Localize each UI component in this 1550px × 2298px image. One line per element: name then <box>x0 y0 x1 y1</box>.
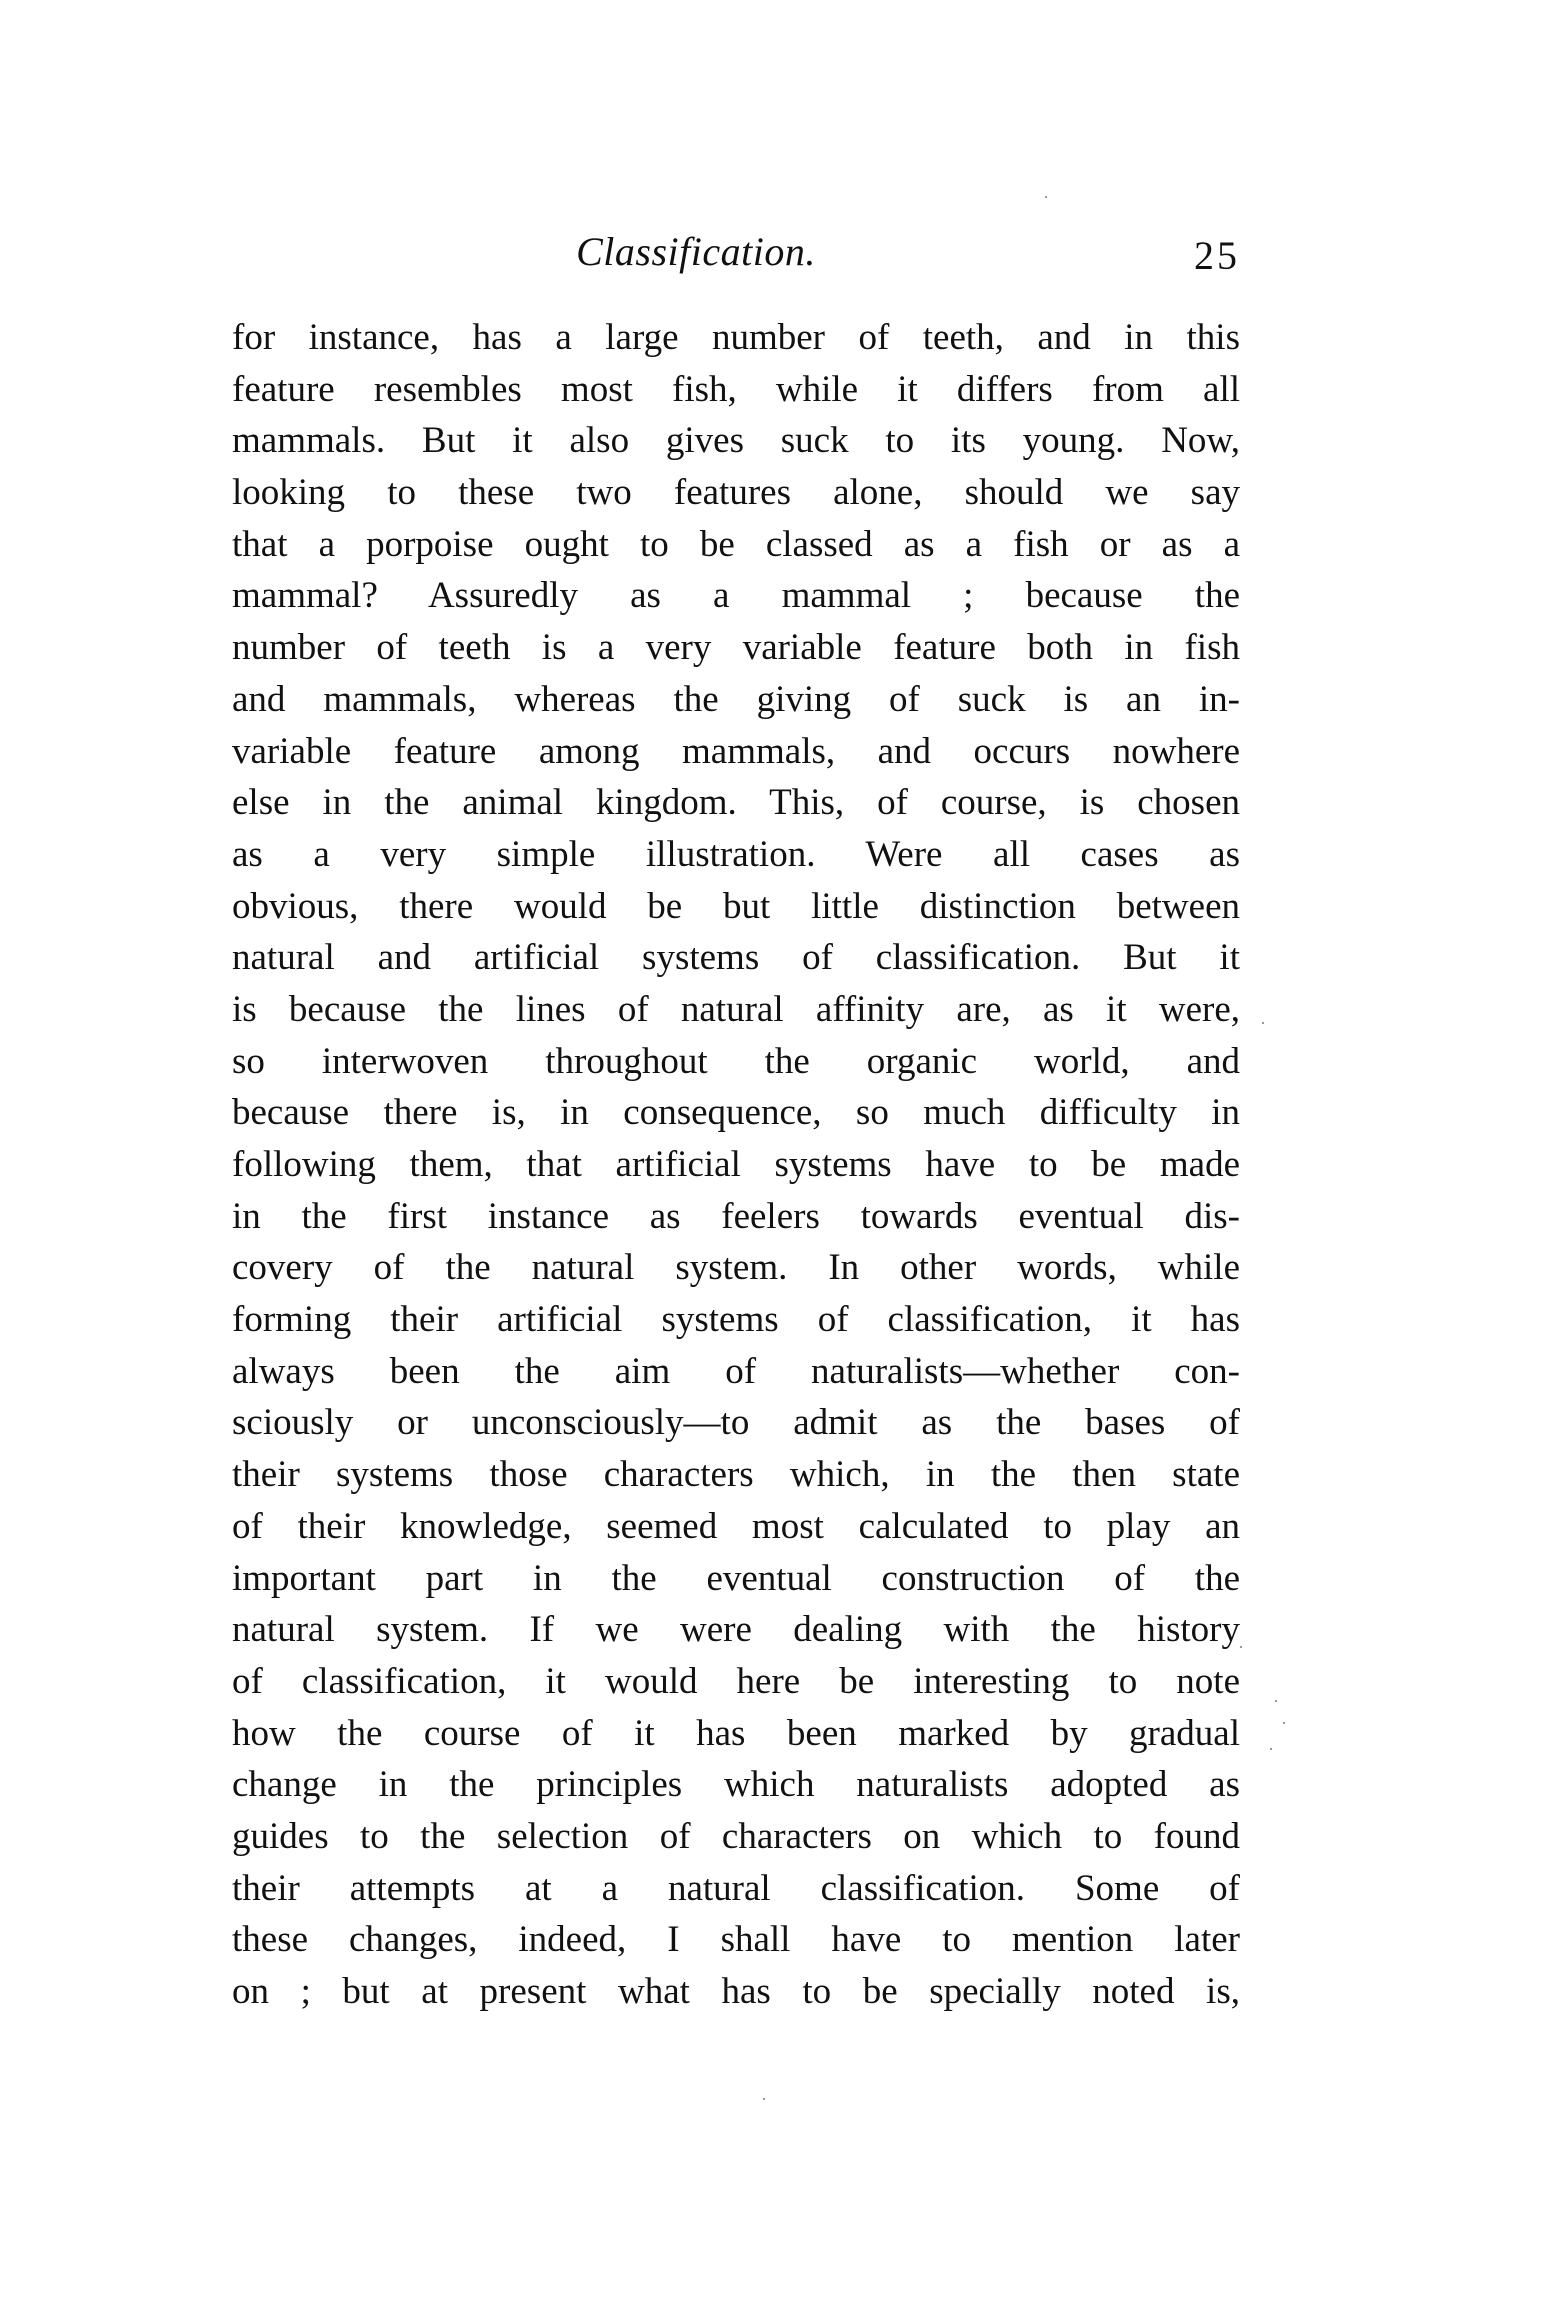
text-line: following them, that artificial systems have to be made <box>232 1144 1240 1185</box>
text-line: for instance, has a large number of teeth, and in this <box>232 317 1240 358</box>
text-line: number of teeth is a very variable feature both in fish <box>232 627 1240 669</box>
text-line: covery of the natural system. In other words, while <box>232 1247 1240 1289</box>
running-head <box>232 228 1240 288</box>
text-line: looking to these two features alone, should we say <box>232 472 1240 514</box>
scan-speck <box>1275 1700 1277 1702</box>
text-line: is because the lines of natural affinity are, as it were, <box>232 988 1240 1030</box>
text-line: as a very simple illustration. Were all cases as <box>232 833 1240 875</box>
text-line: obvious, there would be but little distinction between <box>232 885 1240 927</box>
text-line: feature resembles most fish, while it differs from all <box>232 368 1240 410</box>
text-line: so interwoven throughout the organic world, and <box>232 1040 1240 1082</box>
text-line: sciously or unconsciously—to admit as the bases of <box>232 1402 1240 1444</box>
text-line: variable feature among mammals, and occurs nowhere <box>232 730 1240 772</box>
text-line: these changes, indeed, I shall have to mention later <box>232 1919 1240 1961</box>
text-line: change in the principles which naturalists adopted as <box>232 1764 1240 1806</box>
text-line: on ; but at present what has to be specially noted is, <box>232 1971 1240 2012</box>
scan-speck <box>1240 1646 1242 1648</box>
text-line: of classification, it would here be interesting to note <box>232 1660 1240 1702</box>
body-paragraph <box>232 312 1240 2018</box>
text-line: else in the animal kingdom. This, of course, is chosen <box>232 782 1240 824</box>
text-line: because there is, in consequence, so much difficulty in <box>232 1092 1240 1134</box>
text-line: natural and artificial systems of classification. But it <box>232 937 1240 979</box>
text-line: and mammals, whereas the giving of suck is an in- <box>232 678 1240 720</box>
text-line: guides to the selection of characters on which to found <box>232 1815 1240 1857</box>
text-line: their systems those characters which, in the then state <box>232 1454 1240 1496</box>
text-line: important part in the eventual construction of the <box>232 1557 1240 1599</box>
scan-speck <box>1270 1748 1272 1750</box>
text-line: how the course of it has been marked by gradual <box>232 1712 1240 1754</box>
page-number: 25 <box>1194 233 1240 278</box>
scan-speck <box>763 2098 765 2100</box>
scan-speck <box>1045 196 1047 198</box>
text-line: in the first instance as feelers towards eventual dis- <box>232 1195 1240 1237</box>
text-line: always been the aim of naturalists—whether con- <box>232 1350 1240 1392</box>
text-line: that a porpoise ought to be classed as a fish or as a <box>232 523 1240 565</box>
text-line: mammals. But it also gives suck to its young. Now, <box>232 420 1240 462</box>
text-line: natural system. If we were dealing with the history <box>232 1609 1240 1651</box>
text-line: of their knowledge, seemed most calculated to play an <box>232 1505 1240 1547</box>
text-line: forming their artificial systems of classification, it has <box>232 1299 1240 1341</box>
scan-speck <box>1283 1722 1285 1724</box>
text-line: their attempts at a natural classification. Some of <box>232 1867 1240 1909</box>
text-line: mammal? Assuredly as a mammal ; because the <box>232 575 1240 617</box>
scan-speck <box>1262 1022 1264 1024</box>
running-title: Classification. <box>576 229 816 274</box>
